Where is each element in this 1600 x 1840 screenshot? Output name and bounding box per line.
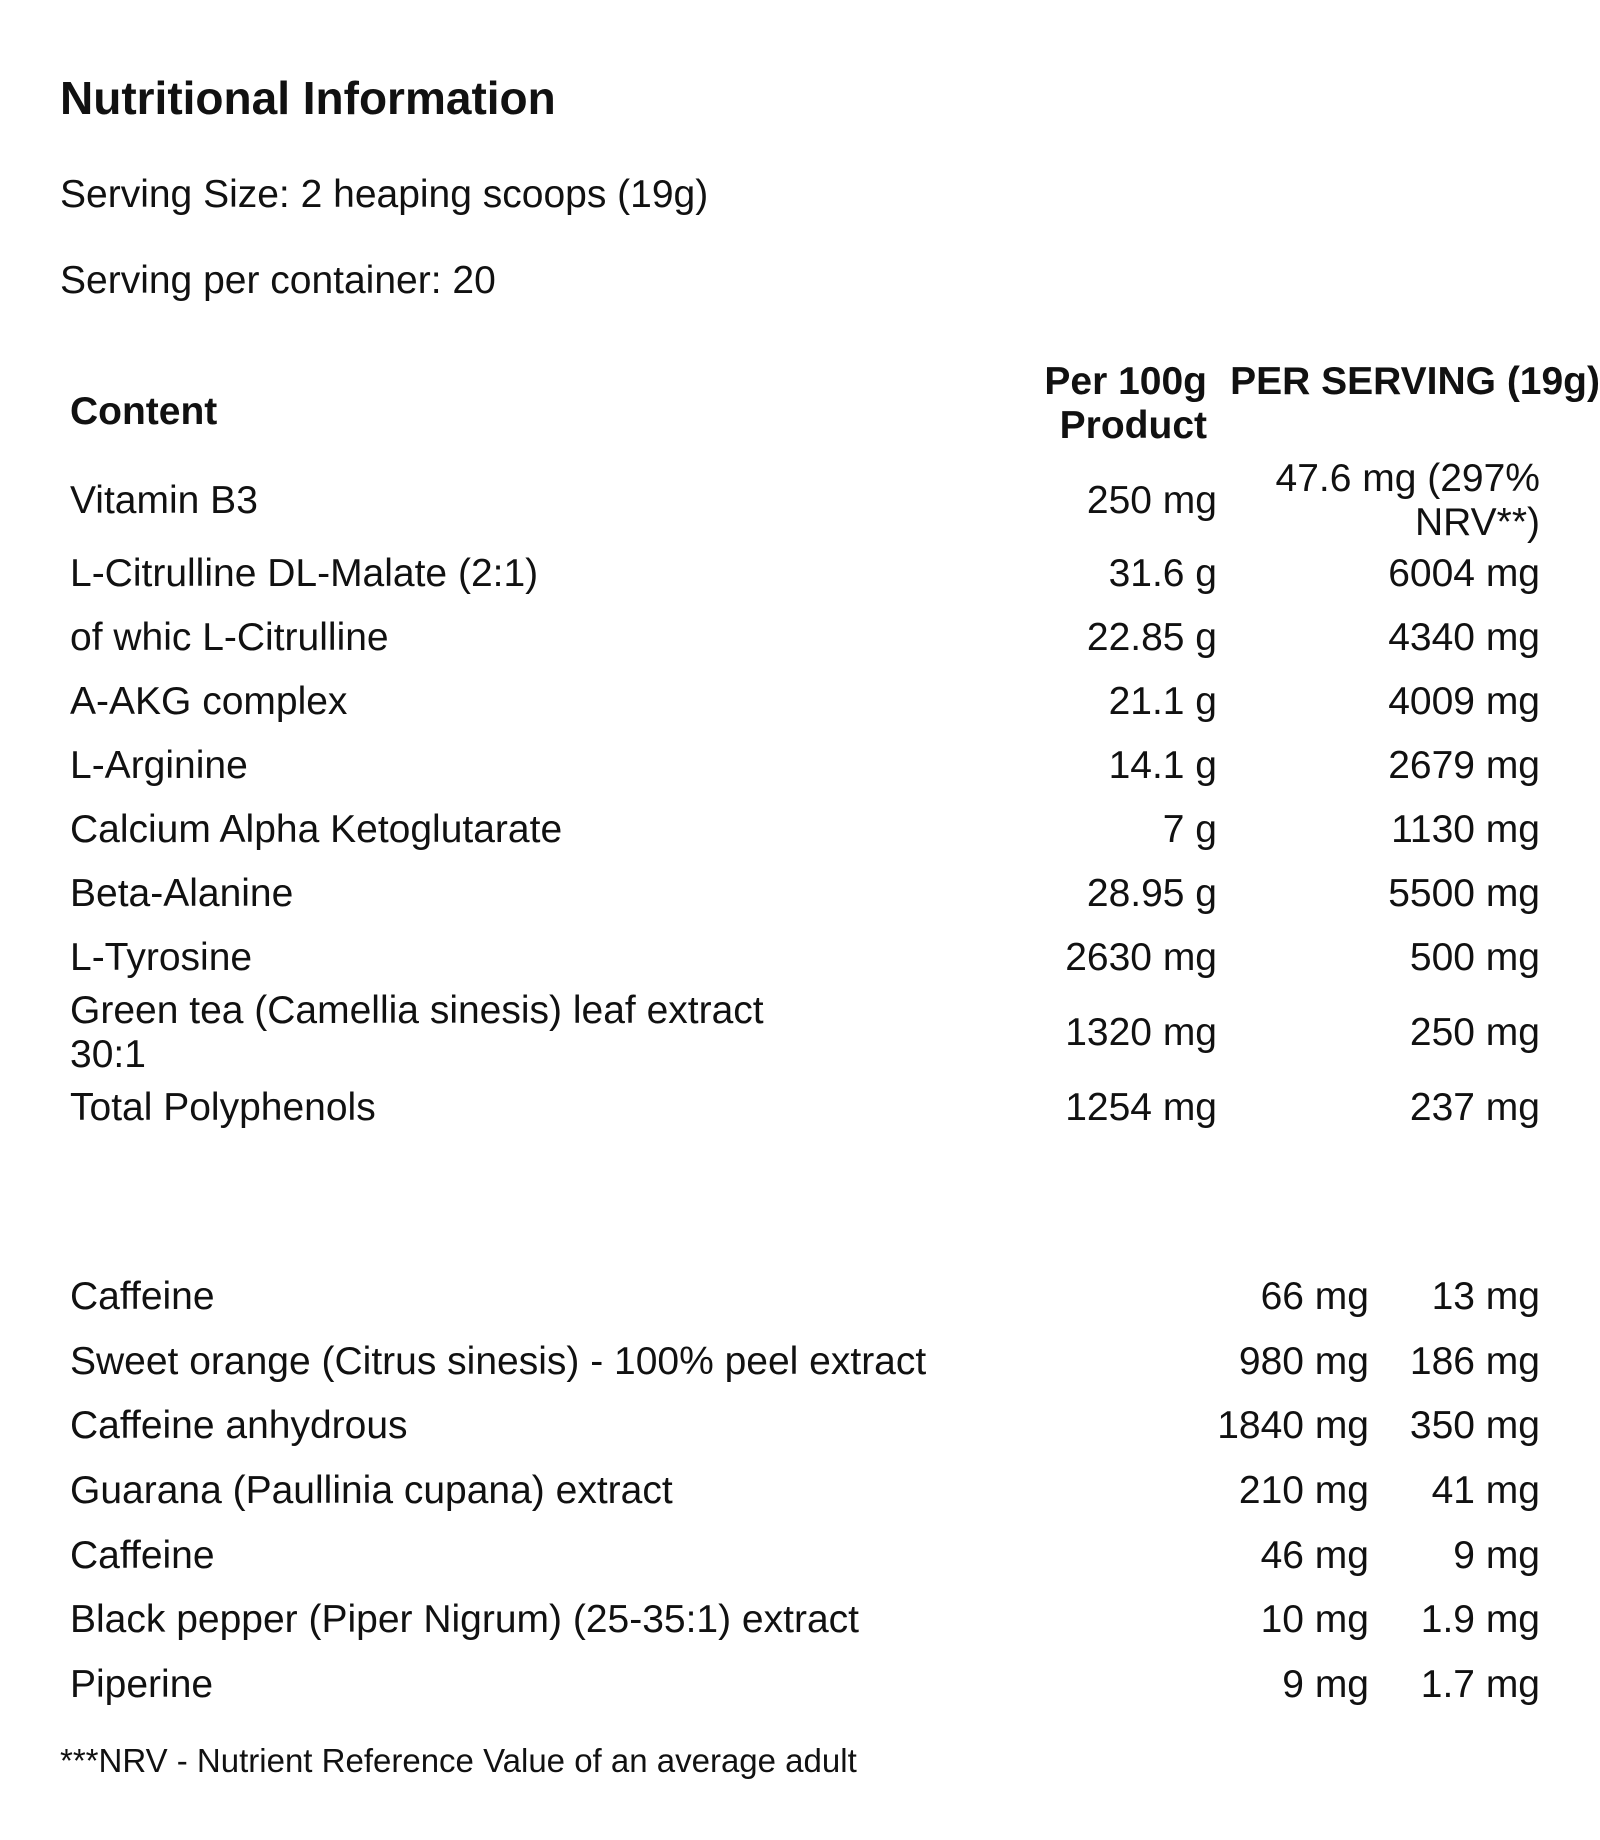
table-row: [70, 1394, 1540, 1459]
header-per-serving: PER SERVING (19g): [1230, 360, 1600, 403]
per-serving-value: 6004 mg: [1388, 552, 1540, 595]
per-100g-value: 22.85 g: [1086, 616, 1217, 659]
ingredient-name: Caffeine: [70, 1275, 215, 1319]
per-serving-value: 4340 mg: [1388, 616, 1540, 659]
per-serving-value: 1.7 mg: [1420, 1662, 1540, 1706]
per-serving-value: 41 mg: [1431, 1469, 1540, 1513]
per-serving-value: 350 mg: [1409, 1404, 1540, 1448]
table-row: [70, 542, 1540, 606]
table-row: [70, 606, 1540, 670]
nutrient-name: Total Polyphenols: [70, 1086, 376, 1129]
ingredient-name: Caffeine anhydrous: [70, 1404, 408, 1448]
per-100g-value: 14.1 g: [1108, 744, 1217, 787]
per-serving-value: 5500 mg: [1388, 872, 1540, 915]
per-100g-value: 210 mg: [1238, 1469, 1369, 1513]
per-serving-value: 1.9 mg: [1420, 1598, 1540, 1642]
ingredient-name: Caffeine: [70, 1533, 215, 1577]
per-100g-value: 28.95 g: [1086, 872, 1217, 915]
ingredient-name: Guarana (Paullinia cupana) extract: [70, 1469, 673, 1513]
ingredient-name: Sweet orange (Citrus sinesis) - 100% peel extract: [70, 1339, 927, 1383]
per-serving-value: 47.6 mg (297% NRV**): [1275, 457, 1540, 544]
per-100g-value: 1320 mg: [1065, 1011, 1217, 1054]
per-serving-value: 2679 mg: [1388, 744, 1540, 787]
nutrient-name: L-Arginine: [70, 744, 248, 787]
per-serving-value: 9 mg: [1453, 1533, 1540, 1577]
nutrient-name: L-Citrulline DL-Malate (2:1): [70, 552, 539, 595]
table-row: [70, 798, 1540, 862]
per-100g-value: 1254 mg: [1065, 1086, 1217, 1129]
table-row: [70, 457, 1540, 544]
nutrient-name: Calcium Alpha Ketoglutarate: [70, 808, 563, 851]
table-row: [70, 1076, 1540, 1140]
per-serving-value: 186 mg: [1409, 1339, 1540, 1383]
table-row: [70, 1330, 1540, 1395]
per-100g-value: 7 g: [1162, 808, 1217, 851]
per-100g-value: 21.1 g: [1108, 680, 1217, 723]
header-per-100g: Per 100g Product: [1044, 360, 1207, 447]
nutrient-name: Beta-Alanine: [70, 872, 294, 915]
nutrient-name: A-AKG complex: [70, 680, 348, 723]
table-row: [70, 734, 1540, 798]
stimulant-table: [70, 1265, 1540, 1717]
per-100g-value: 1840 mg: [1217, 1404, 1369, 1448]
nutrient-name: of whic L-Citrulline: [70, 616, 389, 659]
nutrient-name: Vitamin B3: [70, 479, 258, 522]
ingredient-name: Piperine: [70, 1662, 214, 1706]
per-100g-value: 31.6 g: [1108, 552, 1217, 595]
table-row: [70, 1588, 1540, 1653]
per-serving-value: 1130 mg: [1391, 808, 1540, 851]
per-100g-value: 9 mg: [1282, 1662, 1369, 1706]
table-row: [70, 1459, 1540, 1524]
table-header-row: [70, 360, 1600, 460]
per-serving-value: 4009 mg: [1388, 680, 1540, 723]
table-row: [70, 1523, 1540, 1588]
per-100g-value: 980 mg: [1238, 1339, 1369, 1383]
table-row: [70, 1653, 1540, 1718]
per-serving-value: 237 mg: [1409, 1086, 1540, 1129]
per-100g-value: 2630 mg: [1065, 936, 1217, 979]
per-100g-value: 10 mg: [1260, 1598, 1369, 1642]
table-row: [70, 926, 1540, 990]
nutrient-name: Green tea (Camellia sinesis) leaf extract 30:1: [70, 989, 764, 1076]
servings-per-container-text: Serving per container: 20: [60, 259, 496, 302]
per-serving-value: 500 mg: [1409, 936, 1540, 979]
table-row: [70, 670, 1540, 734]
header-content: Content: [70, 390, 218, 433]
per-serving-value: 13 mg: [1431, 1275, 1540, 1319]
per-100g-value: 66 mg: [1260, 1275, 1369, 1319]
ingredient-name: Black pepper (Piper Nigrum) (25-35:1) extract: [70, 1598, 859, 1642]
per-serving-value: 250 mg: [1409, 1011, 1540, 1054]
nrv-footnote: ***NRV - Nutrient Reference Value of an average adult: [60, 1742, 857, 1779]
table-row: [70, 1265, 1540, 1330]
table-row: [70, 862, 1540, 926]
nutrient-table: [70, 360, 1600, 1140]
per-100g-value: 46 mg: [1260, 1533, 1369, 1577]
page-title: Nutritional Information: [60, 72, 556, 124]
per-100g-value: 250 mg: [1086, 479, 1217, 522]
table-row: [70, 990, 1540, 1076]
nutrient-name: L-Tyrosine: [70, 936, 253, 979]
serving-size-text: Serving Size: 2 heaping scoops (19g): [60, 173, 709, 216]
